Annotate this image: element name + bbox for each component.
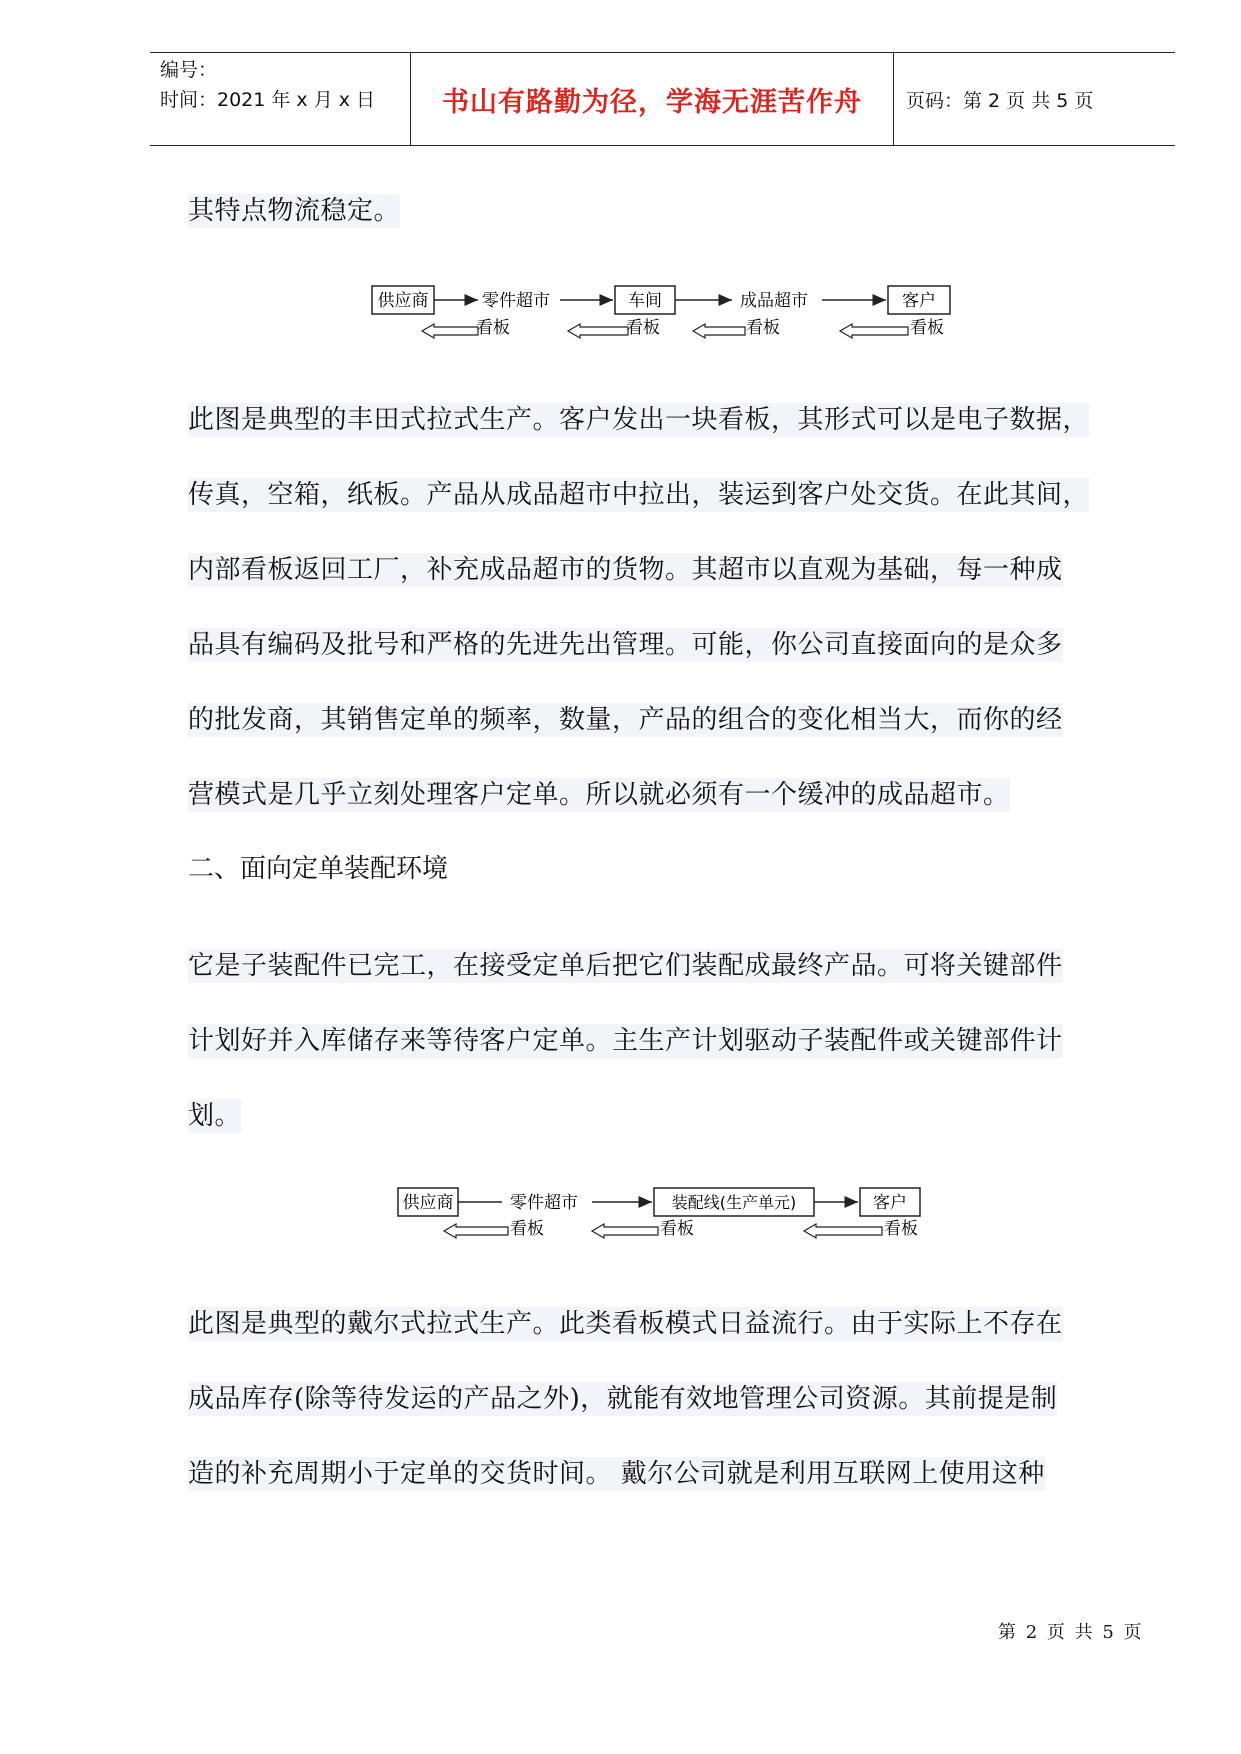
document-time-label: 时间：2021 年 x 月 x 日 [160,89,376,111]
kanban-return-arrow [568,324,628,338]
kanban-label: 看板 [476,318,510,338]
kanban-return-arrow [693,324,745,338]
header-meta [150,53,410,145]
section-heading: 二、面向定单装配环境 [188,854,449,884]
text-line: 其特点物流稳定。 [188,196,401,226]
kanban-return-arrow [444,1224,508,1238]
text-line: 传真，空箱，纸板。产品从成品超市中拉出，装运到客户处交货。在此其间， [188,480,1090,510]
text-line: 此图是典型的丰田式拉式生产。客户发出一块看板，其形式可以是电子数据， [188,405,1090,435]
kanban-label: 看板 [626,318,660,338]
header-page-code-cell [894,53,1175,145]
text-line: 此图是典型的戴尔式拉式生产。此类看板模式日益流行。由于实际上不存在 [188,1309,1063,1339]
supplier-label: 供应商 [402,1193,454,1213]
kanban-label: 看板 [884,1219,918,1239]
kanban-return-arrow [840,324,908,338]
text-line: 品具有编码及批号和严格的先进先出管理。可能，你公司直接面向的是众多 [188,630,1063,660]
kanban-return-arrow [804,1224,882,1238]
text-line: 造的补充周期小于定单的交货时间。 戴尔公司就是利用互联网上使用这种 [188,1459,1045,1489]
parts-market-label: 零件超市 [510,1193,578,1213]
kanban-label: 看板 [746,318,780,338]
kanban-label: 看板 [660,1219,694,1239]
kanban-label: 看板 [510,1219,544,1239]
text-line: 内部看板返回工厂，补充成品超市的货物。其超市以直观为基础，每一种成 [188,555,1063,585]
page-header [150,52,1175,146]
workshop-label: 车间 [628,291,662,311]
header-page-code: 页码：第 2 页 共 5 页 [906,89,1094,112]
kanban-label: 看板 [910,318,944,338]
text-line: 计划好并入库储存来等待客户定单。主生产计划驱动子装配件或关键部件计 [188,1026,1063,1056]
header-motto-cell [410,53,894,145]
page-footer: 第 2 页 共 5 页 [998,1622,1144,1643]
finished-market-label: 成品超市 [740,291,808,311]
text-line: 的批发商，其销售定单的频率，数量，产品的组合的变化相当大，而你的经 [188,705,1063,735]
text-line: 它是子装配件已完工，在接受定单后把它们装配成最终产品。可将关键部件 [188,951,1063,981]
kanban-return-arrow [592,1224,658,1238]
document-number-label: 编号： [160,59,218,81]
kanban-return-arrow [422,324,478,338]
dell-pull-diagram [396,1182,936,1252]
paragraph-toyota [188,383,1138,833]
text-line: 营模式是几乎立刻处理客户定单。所以就必须有一个缓冲的成品超市。 [188,780,1010,810]
paragraph-dell [188,1287,1138,1512]
customer-label: 客户 [873,1193,907,1213]
assembly-line-label: 装配线(生产单元) [671,1193,797,1212]
text-line: 成品库存(除等待发运的产品之外)，就能有效地管理公司资源。其前提是制 [188,1384,1058,1414]
toyota-pull-diagram [370,282,960,352]
supplier-label: 供应商 [377,291,429,311]
text-line: 划。 [188,1101,242,1131]
paragraph-assemble-to-order [188,929,1138,1154]
header-motto: 书山有路勤为径，学海无涯苦作舟 [442,86,862,118]
customer-label: 客户 [902,291,936,311]
paragraph-intro [188,174,1138,249]
parts-market-label: 零件超市 [482,291,550,311]
